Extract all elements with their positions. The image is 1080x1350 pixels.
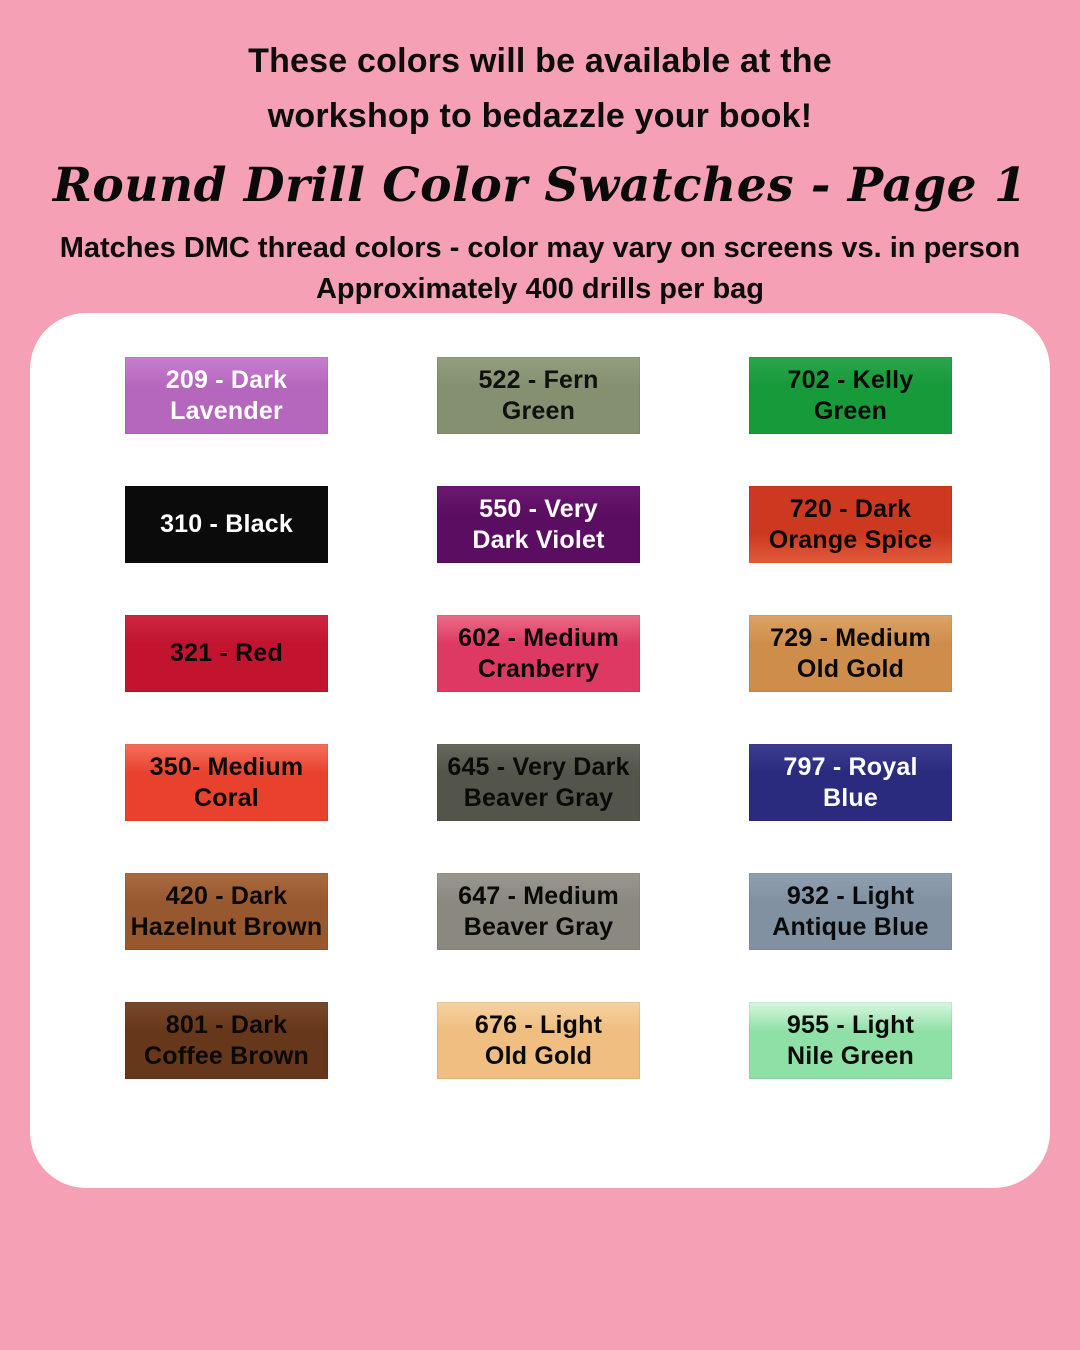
swatch-label-line1: 522 - Fern — [478, 365, 599, 394]
swatch-label-line2: Beaver Gray — [463, 783, 614, 812]
swatch-720 — [749, 486, 952, 563]
swatch-label-line2: Orange Spice — [768, 525, 933, 554]
swatch-label-line1: 797 - Royal — [783, 752, 918, 781]
swatch-label-line1: 955 - Light — [786, 1010, 915, 1039]
swatch-310 — [125, 486, 328, 563]
swatch-676 — [437, 1002, 640, 1079]
swatch-647 — [437, 873, 640, 950]
swatch-label-line1: 420 - Dark — [165, 881, 288, 910]
swatch-label-line2: Lavender — [170, 396, 283, 425]
swatch-label-line1: 550 - Very — [479, 494, 598, 523]
swatch-label-line2: Coffee Brown — [144, 1041, 309, 1070]
swatch-350 — [125, 744, 328, 821]
swatch-420 — [125, 873, 328, 950]
swatch-label-line2: Blue — [823, 783, 878, 812]
swatch-label-line1: 209 - Dark — [165, 365, 288, 394]
swatch-209 — [125, 357, 328, 434]
swatch-550 — [437, 486, 640, 563]
swatch-522 — [437, 357, 640, 434]
swatch-label-line2: Nile Green — [786, 1041, 915, 1070]
page-title: Round Drill Color Swatches - Page 1 — [52, 158, 1028, 213]
swatch-label-line2: Beaver Gray — [463, 912, 614, 941]
swatch-702 — [749, 357, 952, 434]
intro-line-1: These colors will be available at the — [248, 42, 832, 80]
swatch-label-line1: 310 - Black — [160, 510, 293, 538]
swatch-label-line1: 720 - Dark — [789, 494, 912, 523]
swatch-label-line2: Cranberry — [477, 654, 600, 683]
swatch-card — [30, 313, 1050, 1188]
swatch-label-line2: Coral — [194, 783, 259, 812]
swatch-label-line1: 321 - Red — [170, 639, 283, 667]
swatch-label-line1: 676 - Light — [474, 1010, 603, 1039]
swatch-729 — [749, 615, 952, 692]
subtitle-line-1: Matches DMC thread colors - color may vary on screens vs. in person — [59, 232, 1021, 264]
swatch-label-line2: Green — [813, 396, 888, 425]
swatch-label-line1: 602 - Medium — [458, 623, 619, 652]
swatch-label-line2: Antique Blue — [772, 912, 929, 941]
subtitle-line-2: Approximately 400 drills per bag — [315, 273, 765, 305]
swatch-label-line2: Green — [501, 396, 576, 425]
swatch-label-line1: 932 - Light — [786, 881, 915, 910]
swatch-label-line1: 647 - Medium — [458, 881, 619, 910]
swatch-label-line2: Dark Violet — [472, 525, 605, 554]
swatch-label-line2: Hazelnut Brown — [130, 912, 323, 941]
swatch-grid — [30, 313, 1050, 1079]
swatch-label-line2: Old Gold — [484, 1041, 593, 1070]
swatch-label-line1: 729 - Medium — [770, 623, 931, 652]
swatch-797 — [749, 744, 952, 821]
swatch-321 — [125, 615, 328, 692]
swatch-label-line1: 801 - Dark — [165, 1010, 288, 1039]
swatch-932 — [749, 873, 952, 950]
swatch-label-line1: 350- Medium — [149, 752, 304, 781]
swatch-801 — [125, 1002, 328, 1079]
swatch-955 — [749, 1002, 952, 1079]
intro-line-2: workshop to bedazzle your book! — [267, 97, 813, 135]
swatch-label-line2: Old Gold — [796, 654, 905, 683]
swatch-label-line1: 645 - Very Dark — [447, 752, 630, 781]
swatch-645 — [437, 744, 640, 821]
intro-text — [0, 0, 1080, 144]
swatch-label-line1: 702 - Kelly — [787, 365, 914, 394]
swatch-602 — [437, 615, 640, 692]
subtitle-text — [0, 228, 1080, 310]
